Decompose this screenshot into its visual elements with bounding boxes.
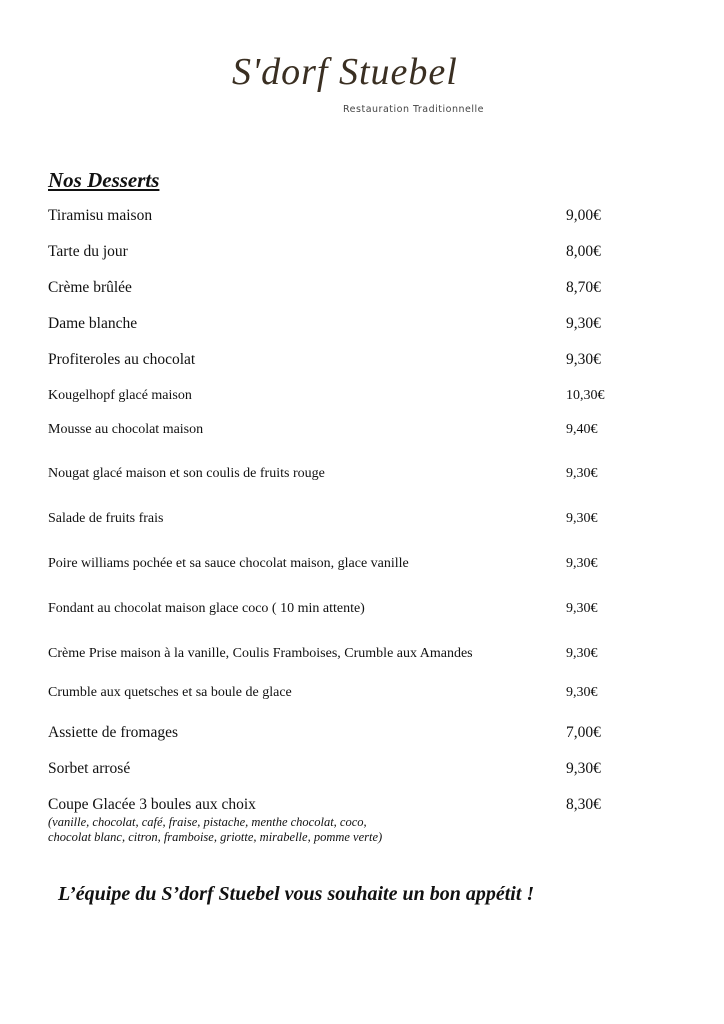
- item-name: Dame blanche: [48, 315, 138, 332]
- item-name: Profiteroles au chocolat: [48, 351, 196, 368]
- item-price: 9,30€: [566, 351, 601, 368]
- item-price: 9,40€: [566, 422, 598, 437]
- item-price: 9,00€: [566, 207, 601, 224]
- item-name: Assiette de fromages: [48, 724, 178, 741]
- item-price: 9,30€: [566, 760, 601, 777]
- item-price: 9,30€: [566, 646, 598, 661]
- item-price: 9,30€: [566, 601, 598, 616]
- item-name: Fondant au chocolat maison glace coco ( 10 min attente): [48, 601, 365, 616]
- item-name: Mousse au chocolat maison: [48, 422, 204, 437]
- note-line: chocolat blanc, citron, framboise, griotte, mirabelle, pomme verte): [48, 830, 383, 844]
- item-name: Tarte du jour: [48, 243, 128, 260]
- item-price: 9,30€: [566, 556, 598, 571]
- item-price: 7,00€: [566, 724, 601, 741]
- item-name: Tiramisu maison: [48, 207, 153, 224]
- logo-name: S'dorf Stuebel: [232, 51, 458, 93]
- item-name: Crème brûlée: [48, 279, 132, 296]
- restaurant-logo: [232, 50, 502, 125]
- item-price: 9,30€: [566, 466, 598, 481]
- item-price: 9,30€: [566, 315, 601, 332]
- note-line: (vanille, chocolat, café, fraise, pistache, menthe chocolat, coco,: [48, 815, 367, 829]
- item-name: Kougelhopf glacé maison: [48, 388, 192, 403]
- item-name: Nougat glacé maison et son coulis de fruits rouge: [48, 466, 325, 481]
- item-name: Poire williams pochée et sa sauce chocolat maison, glace vanille: [48, 556, 409, 571]
- item-price: 8,00€: [566, 243, 601, 260]
- item-price: 8,70€: [566, 279, 601, 296]
- item-name: Crumble aux quetsches et sa boule de glace: [48, 685, 292, 700]
- item-price: 8,30€: [566, 796, 601, 813]
- item-name: Coupe Glacée 3 boules aux choix: [48, 796, 256, 813]
- logo-tagline: Restauration Traditionnelle: [343, 104, 484, 115]
- item-price: 9,30€: [566, 511, 598, 526]
- item-price: 9,30€: [566, 685, 598, 700]
- item-name: Crème Prise maison à la vanille, Coulis Framboises, Crumble aux Amandes: [48, 646, 473, 661]
- item-name: Sorbet arrosé: [48, 760, 131, 777]
- footer-message: L’équipe du S’dorf Stuebel vous souhaite un bon appétit !: [58, 883, 535, 905]
- coupe-flavors-note: [48, 815, 382, 845]
- item-name: Salade de fruits frais: [48, 511, 164, 526]
- item-price: 10,30€: [566, 388, 605, 403]
- section-title: Nos Desserts: [48, 168, 160, 192]
